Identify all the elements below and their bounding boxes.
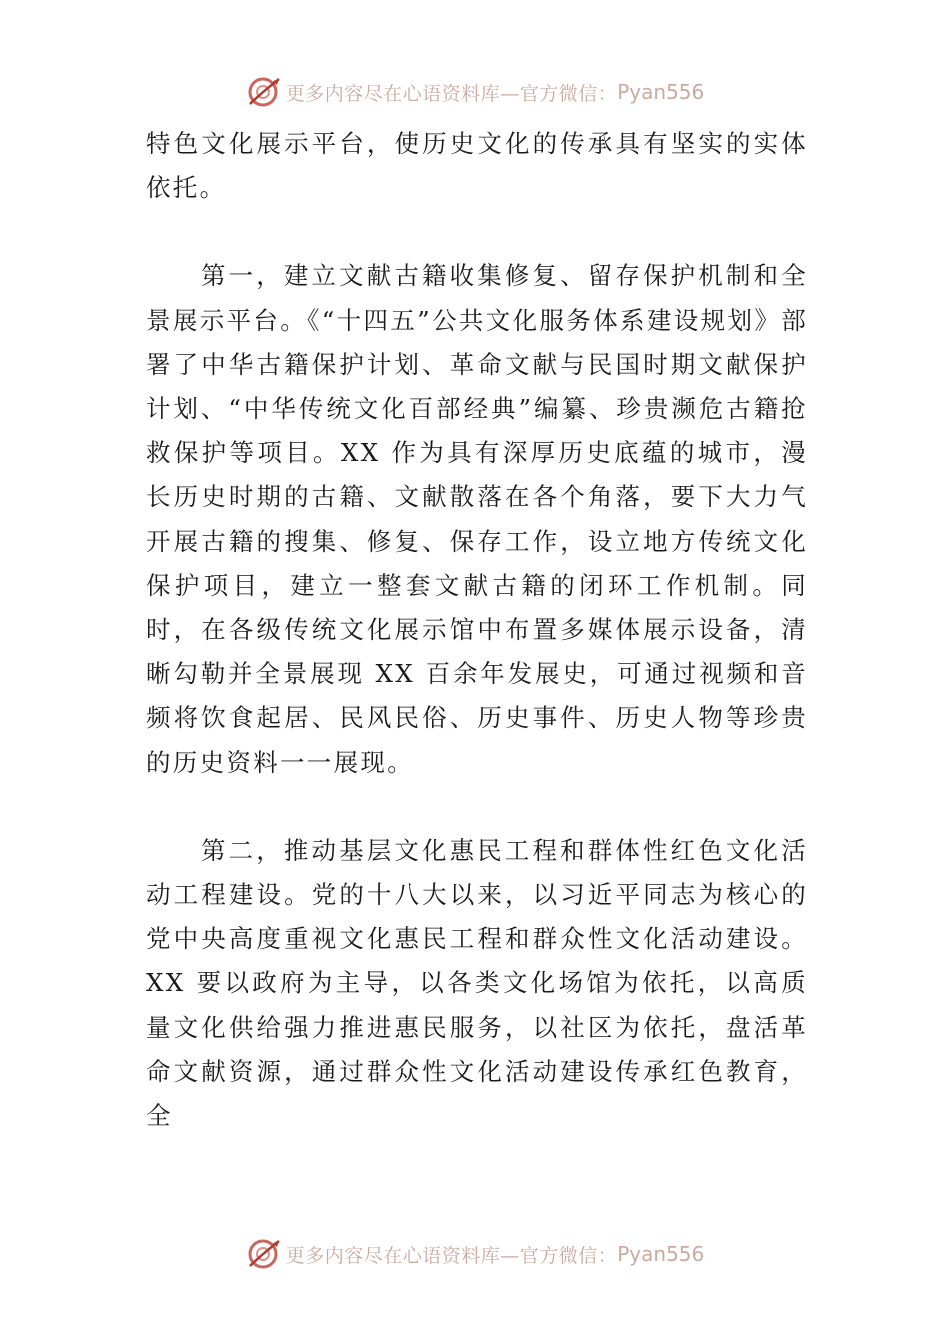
brand-logo-icon (246, 74, 282, 110)
header-watermark (0, 70, 950, 114)
watermark-account: Pyan556 (617, 1242, 705, 1266)
watermark-text: 更多内容尽在心语资料库—官方微信： (285, 82, 618, 105)
paragraph-second-point: 第二，推动基层文化惠民工程和群体性红色文化活动工程建设。党的十八大以来，以习近平同志为核心的党中央高度重视文化惠民工程和群众性文化活动建设。XX 要以政府为主导，以各类文化场馆为依托，以高质量文化供给强力推进惠民服务，以社区为依托，盘活革命文献资源，通过群众性文化活动建设传承红色教育，全 (146, 835, 808, 1131)
paragraph-first-point: 第一，建立文献古籍收集修复、留存保护机制和全景展示平台。《“十四五”公共文化服务体系建设规划》部署了中华古籍保护计划、革命文献与民国时期文献保护计划、“中华传统文化百部经典”编纂、珍贵濒危古籍抢救保护等项目。XX 作为具有深厚历史底蕴的城市，漫长历史时期的古籍、文献散落在各个角落，要下大力气开展古籍的搜集、修复、保存工作，设立地方传统文化保护项目，建立一整套文献古籍的闭环工作机制。同时，在各级传统文化展示馆中布置多媒体展示设备，清晰勾勒并全景展现 XX 百余年发展史，可通过视频和音频将饮食起居、民风民俗、历史事件、历史人物等珍贵的历史资料一一展现。 (146, 261, 808, 777)
paragraph-continuation: 特色文化展示平台，使历史文化的传承具有坚实的实体依托。 (146, 129, 808, 203)
document-body (146, 122, 808, 1138)
watermark-text: 更多内容尽在心语资料库—官方微信： (285, 1244, 618, 1267)
watermark-account: Pyan556 (617, 80, 705, 104)
footer-watermark (0, 1232, 950, 1276)
brand-logo-icon (246, 1236, 282, 1272)
